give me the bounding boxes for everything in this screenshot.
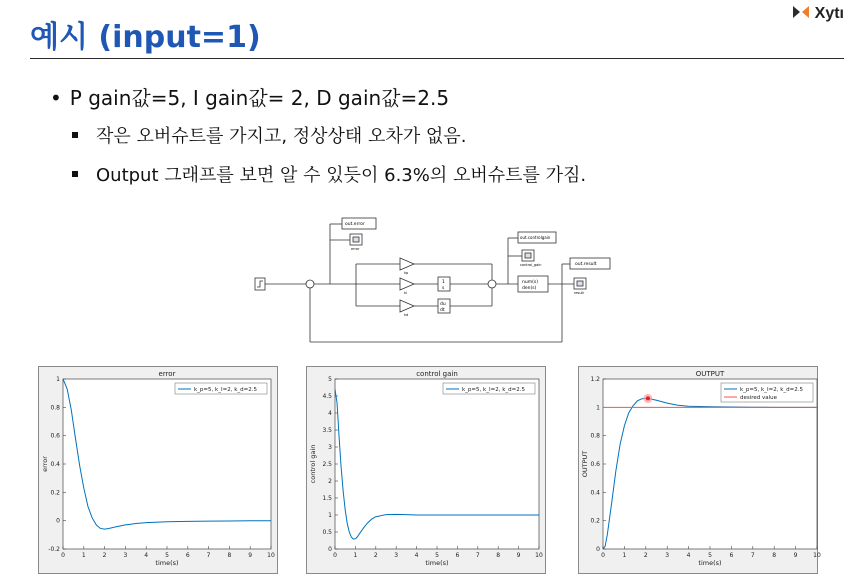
x-tick-label: 1 [81, 552, 86, 559]
error-plot [38, 366, 278, 574]
y-tick-label: 4 [328, 410, 332, 417]
y-tick-label: 0 [328, 546, 332, 553]
slide-title: 예시 (input=1) [30, 20, 261, 55]
control-gain-plot [306, 366, 546, 574]
x-tick-label: 4 [414, 552, 419, 559]
y-tick-label: 5 [328, 376, 332, 383]
x-tick-label: 2 [102, 552, 107, 559]
x-axis-label: time(s) [698, 559, 722, 567]
x-axis-label: time(s) [425, 559, 449, 567]
x-tick-label: 10 [813, 552, 821, 559]
y-tick-label: 0.4 [50, 461, 60, 468]
x-tick-label: 0 [61, 552, 65, 559]
x-tick-label: 10 [535, 552, 543, 559]
plot-area [603, 379, 817, 549]
square-bullet-icon [72, 171, 78, 177]
out-controlgain-label: out.controlgain [520, 235, 551, 240]
y-tick-label: 1.5 [322, 495, 332, 502]
output-plot [578, 366, 821, 574]
square-bullet-icon [72, 132, 78, 138]
logo-mark-icon [791, 4, 811, 20]
kp-label: kp [404, 271, 409, 275]
out-error-label: out.error [345, 222, 365, 227]
legend-label: k_p=5, k_I=2, k_d=2.5 [194, 387, 257, 393]
y-tick-label: 2.5 [322, 461, 332, 468]
sub-bullet-2-text: Output 그래프를 보면 알 수 있듯이 6.3%의 오버슈트를 가짐. [96, 165, 587, 186]
legend-label: k_p=5, k_I=2, k_d=2.5 [740, 387, 803, 393]
plot-area [63, 379, 271, 549]
control-gain-scope-label: control_gain [520, 263, 542, 267]
x-tick-label: 7 [206, 552, 211, 559]
y-tick-label: 0 [56, 517, 60, 525]
y-tick-label: 3 [328, 444, 332, 451]
x-tick-label: 8 [496, 552, 501, 559]
x-tick-label: 6 [455, 552, 460, 559]
sub-bullet-1-text: 작은 오버슈트를 가지고, 정상상태 오차가 없음. [96, 126, 467, 147]
derivative-num: du [440, 302, 446, 307]
x-axis-label: time(s) [155, 559, 179, 567]
tf-num: num(s) [522, 280, 538, 285]
output-chart [579, 367, 827, 573]
bullet-dot: • [50, 86, 62, 110]
y-tick-label: 1 [56, 376, 60, 383]
main-bullet [50, 82, 449, 111]
x-tick-label: 3 [123, 552, 128, 559]
sub-bullet-1 [72, 122, 466, 148]
legend-label: k_p=5, k_I=2, k_d=2.5 [462, 387, 525, 393]
plot-area [335, 379, 539, 549]
x-tick-label: 6 [185, 552, 190, 559]
y-tick-label: 0.6 [50, 432, 60, 440]
y-tick-label: 0.8 [50, 404, 60, 412]
x-tick-label: 0 [601, 552, 605, 559]
ki-label: ki [404, 291, 407, 295]
x-tick-label: 7 [475, 552, 480, 559]
chart-title: control gain [416, 370, 458, 378]
chart-title: error [158, 370, 176, 378]
x-tick-label: 2 [373, 552, 378, 559]
x-tick-label: 8 [772, 552, 777, 559]
x-tick-label: 7 [750, 552, 755, 559]
sub-bullet-2 [72, 161, 586, 187]
derivative-den: dt [440, 308, 445, 313]
y-tick-label: 0.6 [590, 461, 600, 468]
result-scope-label: result [574, 291, 584, 295]
x-tick-label: 5 [708, 552, 712, 559]
legend-label: desired value [740, 395, 778, 401]
error-scope-label: error [351, 247, 360, 251]
x-tick-label: 4 [686, 552, 691, 559]
y-axis-label: OUTPUT [581, 450, 589, 478]
y-axis-label: control gain [309, 444, 317, 484]
x-tick-label: 8 [227, 552, 232, 559]
x-tick-label: 9 [516, 552, 521, 559]
kd-label: kd [404, 313, 409, 317]
simulink-diagram [250, 212, 620, 352]
chart-title: OUTPUT [695, 370, 725, 378]
x-tick-label: 5 [165, 552, 169, 559]
out-result-label: out.result [575, 262, 597, 267]
y-tick-label: 1.2 [590, 376, 600, 383]
y-tick-label: 3.5 [322, 427, 332, 434]
x-tick-label: 0 [333, 552, 337, 559]
x-tick-label: 1 [622, 552, 627, 559]
y-tick-label: 2 [328, 478, 332, 485]
tf-den: den(s) [522, 286, 537, 291]
peak-point [646, 396, 650, 400]
integrator-den: s [442, 286, 445, 291]
x-tick-label: 10 [267, 552, 275, 559]
y-tick-label: 0.8 [590, 432, 600, 440]
y-tick-label: 1 [596, 404, 600, 412]
x-tick-label: 3 [394, 552, 399, 559]
x-tick-label: 3 [665, 552, 670, 559]
main-bullet-text: P gain값=5, I gain값= 2, D gain값=2.5 [69, 86, 450, 110]
y-tick-label: 0.5 [322, 529, 332, 536]
title-divider [30, 58, 844, 59]
logo-text: Xytı [814, 5, 844, 22]
y-tick-label: 0.2 [590, 517, 600, 525]
x-tick-label: 5 [435, 552, 439, 559]
control-gain-chart [307, 367, 545, 573]
y-tick-label: 0.2 [50, 489, 60, 497]
y-tick-label: 0.4 [590, 489, 600, 497]
x-tick-label: 4 [144, 552, 149, 559]
brand-logo [791, 4, 844, 23]
y-axis-label: error [41, 456, 49, 472]
x-tick-label: 2 [643, 552, 648, 559]
error-chart [39, 367, 277, 573]
y-tick-label: -0.2 [48, 546, 60, 553]
y-tick-label: 1 [328, 512, 332, 519]
x-tick-label: 6 [729, 552, 734, 559]
x-tick-label: 1 [353, 552, 358, 559]
integrator-num: 1 [442, 280, 445, 285]
y-tick-label: 0 [596, 546, 600, 553]
x-tick-label: 9 [248, 552, 253, 559]
y-tick-label: 4.5 [322, 393, 332, 400]
x-tick-label: 9 [793, 552, 798, 559]
